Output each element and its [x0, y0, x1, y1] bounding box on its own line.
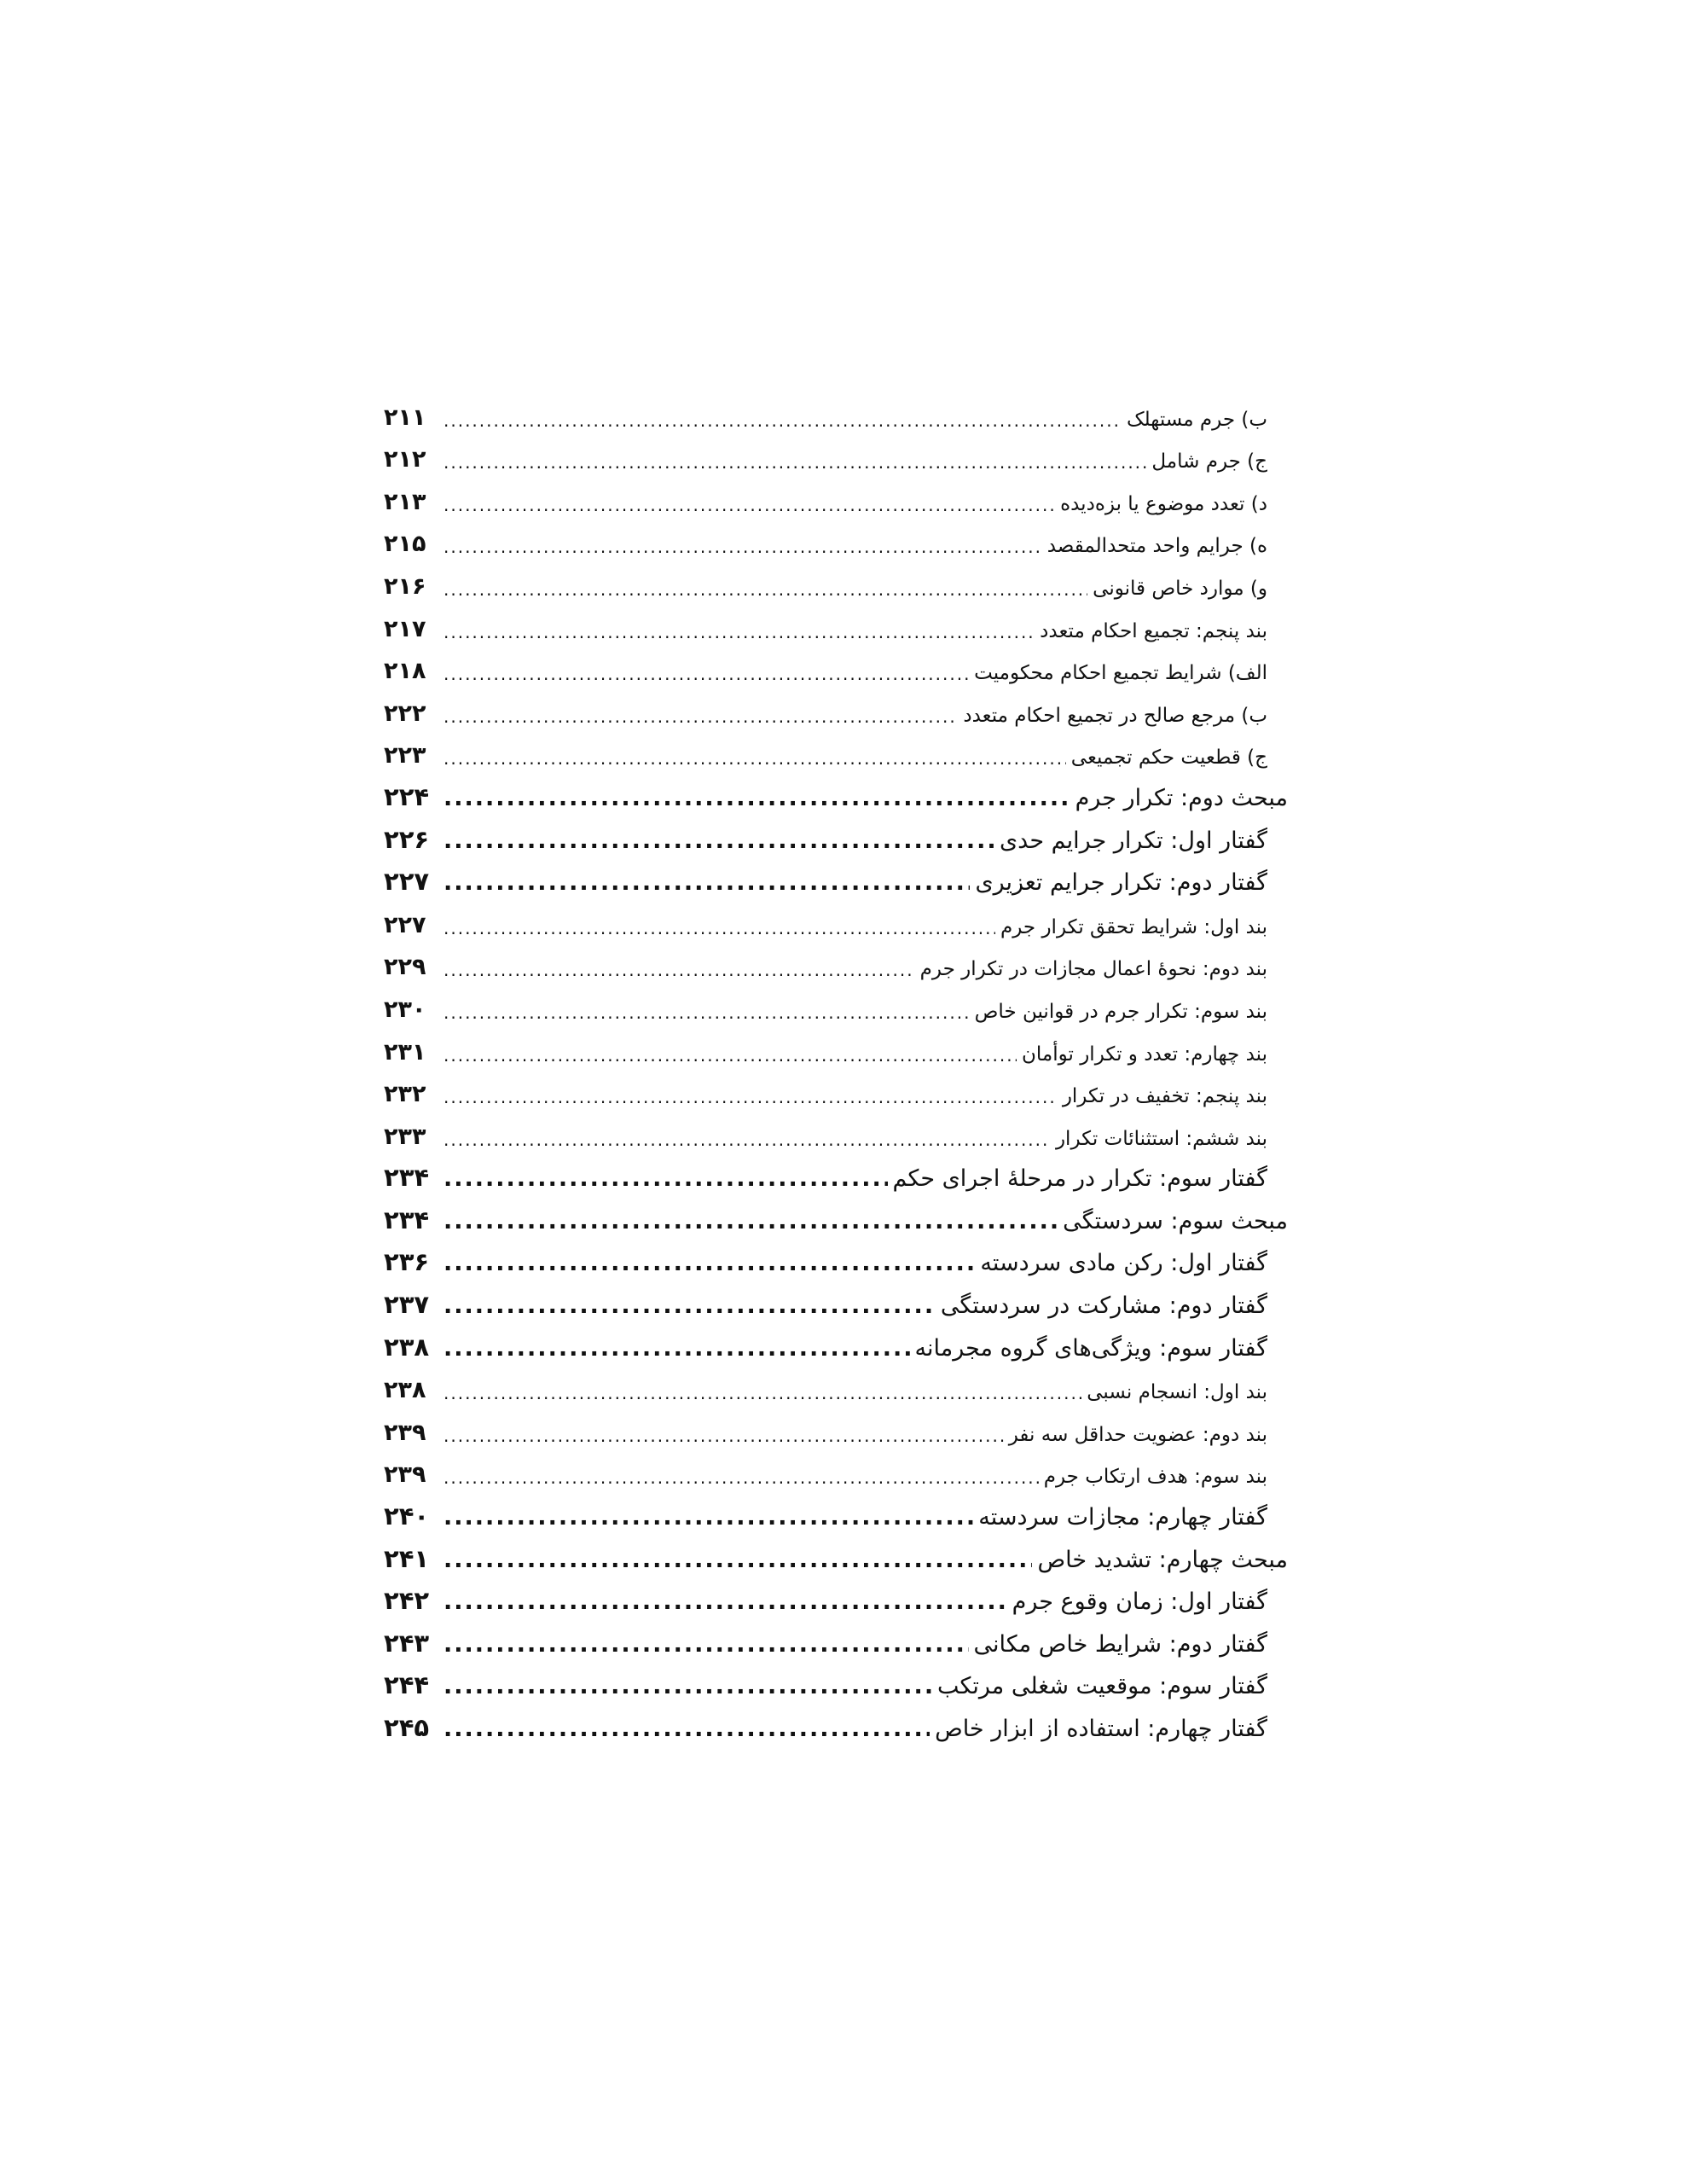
toc-entry-page: ۲۲۹ — [384, 954, 426, 981]
dot-leader — [443, 1335, 910, 1362]
toc-entry — [384, 1705, 1288, 1748]
toc-entry — [384, 1072, 1288, 1114]
dot-leader — [443, 828, 994, 854]
toc-entry-page: ۲۳۲ — [384, 1081, 426, 1108]
toc-entry — [384, 1579, 1288, 1622]
toc-entry-title: گفتار سوم: موقعیت شغلی مرتکب — [936, 1673, 1267, 1700]
toc-entry — [384, 1240, 1288, 1283]
toc-entry-title: بند چهارم: تعدد و تکرار توأمان — [1022, 1043, 1267, 1066]
toc-entry-page: ۲۳۹ — [384, 1419, 426, 1446]
toc-entry-page: ۲۴۵ — [384, 1713, 430, 1742]
toc-entry-title: مبحث سوم: سردستگی — [1063, 1207, 1288, 1234]
toc-entry-title: ج) قطعیت حکم تجمیعی — [1070, 746, 1267, 770]
toc-entry-title: بند سوم: تکرار جرم در قوانین خاص — [974, 1000, 1267, 1023]
toc-entry-page: ۲۲۷ — [384, 911, 426, 938]
dot-leader — [443, 1130, 1051, 1150]
toc-entry-page: ۲۱۸ — [384, 658, 426, 685]
toc-entry-page: ۲۳۴ — [384, 1205, 430, 1234]
dot-leader — [443, 1045, 1017, 1066]
toc-entry-page: ۲۲۷ — [384, 867, 430, 897]
toc-entry-title: بند سوم: هدف ارتکاب جرم — [1043, 1466, 1267, 1489]
toc-entry — [384, 1282, 1288, 1325]
dot-leader — [443, 1250, 975, 1276]
dot-leader — [443, 1716, 930, 1742]
toc-entry-title: ج) جرم شامل — [1151, 450, 1267, 473]
toc-entry-title: بند پنجم: تخفیف در تکرار — [1062, 1085, 1267, 1108]
toc-entry-page: ۲۲۶ — [384, 824, 430, 854]
toc-entry-page: ۲۲۲ — [384, 700, 426, 727]
toc-entry-page: ۲۱۱ — [384, 404, 426, 431]
toc-entry — [384, 1325, 1288, 1368]
toc-entry-title: و) موارد خاص قانونی — [1093, 577, 1267, 600]
toc-entry-title: گفتار دوم: تکرار جرایم تعزیری — [975, 869, 1267, 897]
toc-entry-title: گفتار دوم: شرایط خاص مکانی — [973, 1630, 1267, 1658]
toc-entry-page: ۲۳۳ — [384, 1123, 426, 1150]
toc-entry — [384, 944, 1288, 987]
toc-entry-page: ۲۴۱ — [384, 1543, 430, 1573]
toc-entry-title: گفتار اول: رکن مادی سردسته — [980, 1250, 1267, 1277]
dot-leader — [443, 1673, 932, 1699]
toc-entry-page: ۲۳۸ — [384, 1332, 430, 1362]
toc-entry-page: ۲۴۲ — [384, 1586, 430, 1616]
dot-leader — [443, 1002, 970, 1023]
toc-entry — [384, 479, 1288, 521]
toc-entry — [384, 775, 1288, 817]
toc-entry-page: ۲۳۶ — [384, 1247, 430, 1277]
toc-entry-page: ۲۱۷ — [384, 615, 426, 642]
dot-leader — [443, 1504, 973, 1531]
toc-entry — [384, 902, 1288, 944]
toc-entry — [384, 1198, 1288, 1240]
toc-entry-title: الف) شرایط تجمیع احکام محکومیت — [974, 662, 1267, 685]
toc-entry — [384, 394, 1288, 437]
dot-leader — [443, 1547, 1032, 1573]
dot-leader — [443, 579, 1087, 600]
toc-entry-page: ۲۳۸ — [384, 1377, 426, 1404]
dot-leader — [443, 960, 915, 980]
toc-entry-page: ۲۴۰ — [384, 1502, 430, 1531]
toc-entry — [384, 1452, 1288, 1495]
toc-entry-page: ۲۳۹ — [384, 1461, 426, 1489]
toc-entry — [384, 1536, 1288, 1579]
toc-entry-title: ب) مرجع صالح در تجمیع احکام متعدد — [963, 704, 1267, 727]
toc-entry — [384, 1494, 1288, 1536]
dot-leader — [443, 1292, 936, 1319]
dot-leader — [443, 748, 1066, 769]
toc-entry-title: گفتار اول: زمان وقوع جرم — [1012, 1589, 1267, 1616]
toc-entry — [384, 690, 1288, 733]
toc-entry-title: بند پنجم: تجمیع احکام متعدد — [1040, 619, 1267, 642]
toc-entry — [384, 817, 1288, 860]
toc-entry — [384, 648, 1288, 691]
toc-entry-page: ۲۳۱ — [384, 1038, 426, 1066]
dot-leader — [443, 622, 1035, 642]
toc-entry — [384, 1368, 1288, 1410]
toc-entry — [384, 1029, 1288, 1072]
dot-leader — [443, 452, 1146, 473]
dot-leader — [443, 869, 970, 896]
toc-entry-page: ۲۴۴ — [384, 1670, 430, 1700]
toc-entry — [384, 521, 1288, 564]
toc-entry — [384, 1664, 1288, 1706]
toc-entry-title: بند ششم: استثنائات تکرار — [1055, 1127, 1267, 1150]
toc-entry-title: گفتار اول: تکرار جرایم حدی — [1000, 827, 1267, 854]
dot-leader — [443, 1165, 888, 1192]
toc-entry-title: بند اول: انسجام نسبی — [1087, 1381, 1267, 1404]
dot-leader — [443, 706, 958, 727]
dot-leader — [443, 918, 995, 938]
toc-entry-page: ۲۲۳ — [384, 742, 426, 770]
toc-entry-title: مبحث چهارم: تشدید خاص — [1037, 1546, 1288, 1573]
dot-leader — [443, 1426, 1004, 1446]
toc-entry-title: گفتار سوم: ویژگی‌های گروه مجرمانه — [914, 1334, 1267, 1362]
toc-entry-page: ۲۱۳ — [384, 488, 426, 515]
dot-leader — [443, 1383, 1081, 1403]
toc-entry — [384, 606, 1288, 648]
toc-entry — [384, 733, 1288, 775]
toc-entry-page: ۲۱۶ — [384, 572, 426, 600]
dot-leader — [443, 537, 1042, 557]
toc-entry-page: ۲۳۷ — [384, 1290, 430, 1320]
dot-leader — [443, 410, 1122, 431]
dot-leader — [443, 1589, 1007, 1615]
toc-entry — [384, 986, 1288, 1029]
toc-entry-title: گفتار دوم: مشارکت در سردستگی — [940, 1292, 1267, 1320]
toc-entry-title: بند اول: شرایط تحقق تکرار جرم — [1000, 915, 1267, 938]
table-of-contents — [384, 394, 1288, 1748]
toc-entry — [384, 563, 1288, 606]
toc-entry — [384, 1156, 1288, 1199]
toc-entry — [384, 860, 1288, 903]
dot-leader — [443, 785, 1070, 811]
toc-entry-title: گفتار چهارم: مجازات سردسته — [978, 1504, 1267, 1531]
dot-leader — [443, 1631, 969, 1658]
toc-entry-page: ۲۴۳ — [384, 1628, 430, 1658]
toc-entry-title: مبحث دوم: تکرار جرم — [1075, 784, 1288, 811]
dot-leader — [443, 1087, 1058, 1107]
toc-entry — [384, 1621, 1288, 1664]
toc-entry-title: بند دوم: نحوهٔ اعمال مجازات در تکرار جرم — [919, 958, 1267, 981]
toc-entry-title: بند دوم: عضویت حداقل سه نفر — [1008, 1423, 1267, 1446]
toc-entry-page: ۲۱۵ — [384, 531, 426, 558]
toc-entry-title: ب) جرم مستهلک — [1127, 408, 1267, 431]
toc-entry-title: گفتار سوم: تکرار در مرحلهٔ اجرای حکم — [892, 1165, 1267, 1193]
dot-leader — [443, 1467, 1039, 1488]
dot-leader — [443, 1208, 1058, 1234]
dot-leader — [443, 664, 969, 684]
toc-entry-title: گفتار چهارم: استفاده از ابزار خاص — [935, 1716, 1267, 1742]
toc-entry — [384, 1409, 1288, 1452]
toc-entry-title: ه) جرایم واحد متحدالمقصد — [1046, 535, 1267, 558]
toc-entry — [384, 437, 1288, 479]
dot-leader — [443, 495, 1055, 515]
toc-entry-title: د) تعدد موضوع یا بزه‌دیده — [1060, 492, 1267, 515]
toc-entry-page: ۲۳۰ — [384, 996, 426, 1023]
toc-entry-page: ۲۱۲ — [384, 446, 426, 473]
toc-entry-page: ۲۲۴ — [384, 781, 430, 811]
toc-entry — [384, 1113, 1288, 1156]
toc-entry-page: ۲۳۴ — [384, 1163, 430, 1193]
